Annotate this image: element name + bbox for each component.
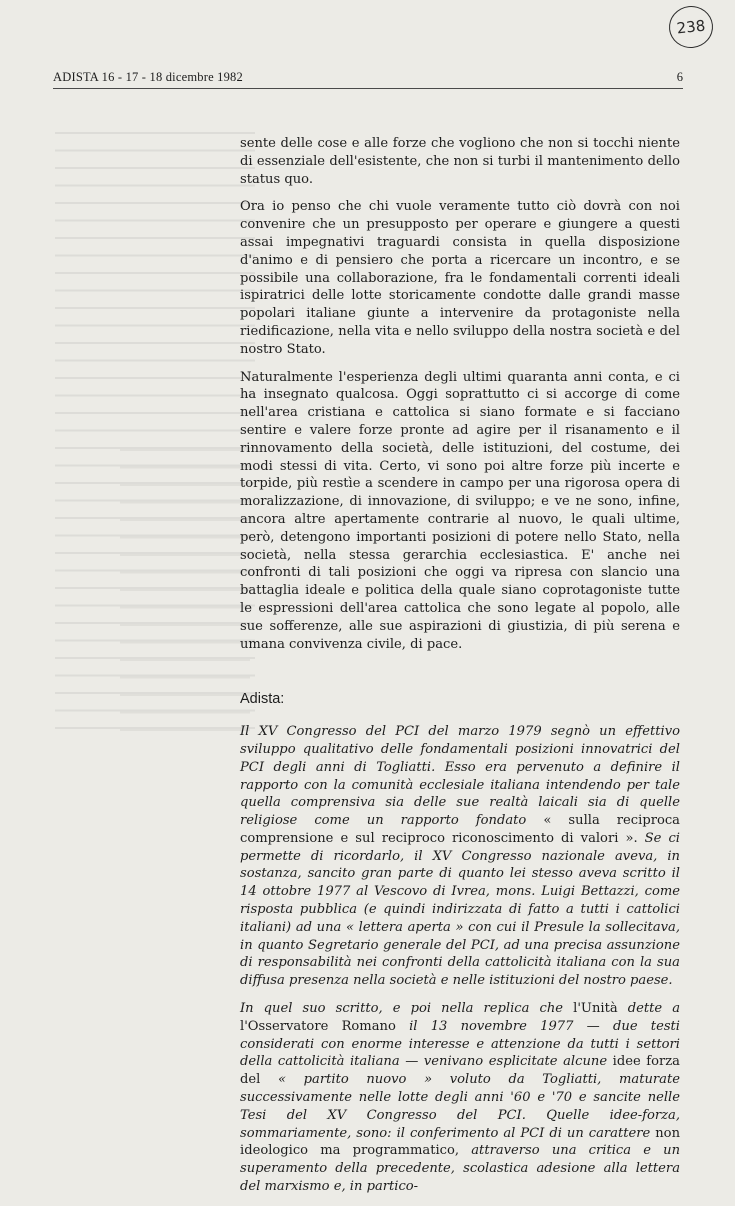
question-2-part-a: In quel suo scritto, e poi nella replica che — [240, 1001, 574, 1017]
question-2-part-i: attraverso una critica e un superamento della precedente, scolastica adesione alla lettera del marxismo e, in partico- — [240, 1143, 681, 1195]
paragraph-3: Naturalmente l'esperienza degli ultimi quaranta anni conta, e ci ha insegnato qualcosa. Oggi soprattutto ci si accorge di come nell'area cristiana e cattolica si siano formate e si facciano sentire e valere forze pronte ad agire per il risanamento e il rinnovamento della società, delle istituzioni, del costume, dei modi stessi di vita. Certo, vi sono poi altre forze più incerte e torpide, più restìe a scendere in campo per una rigorosa opera di moralizzazione, di innovazione, di sviluppo; e ve ne sono, infine, ancora altre apertamente contrarie al nuovo, le quali ultime, però, detengono importanti posizioni di potere nello Stato, nella società, nella stessa gerarchia ecclesiastica. E' anche nei confronti di tali posizioni che oggi va ripresa con slancio una battaglia ideale e politica della quale siano coprotagoniste tutte le espressioni dell'area cattolica che sono legate al popolo, alle sue sofferenze, alle sue aspirazioni di giustizia, di più serena e umana convivenza civile, di pace. — [240, 369, 680, 652]
header-page-number: 6 — [676, 70, 683, 84]
question-1 — [240, 723, 680, 990]
header-title: ADISTA 16 - 17 - 18 dicembre 1982 — [53, 70, 243, 84]
paragraph-2: Ora io penso che chi vuole veramente tutto ciò dovrà con noi convenire che un presupposto per operare e giungere a questi assai impegnativi traguardi consista in quella disposizione d'animo e di pensiero che porta a ricercare un incontro, e se possibile una collaborazione, fra le fondamentali correnti ideali ispiratrici delle lotte storicamente condotte dalle grandi masse popolari italiane giunte a intervenire da protagoniste nella riedificazione, nella vita e nello sviluppo della nostra società e del nostro Stato. — [240, 199, 680, 357]
question-2-unita: l'Unità — [573, 1001, 618, 1017]
question-1-part-a: Il XV Congresso del PCI del marzo 1979 segnò un effettivo sviluppo qualitativo delle fondamentali posizioni innovatrici del PCI degli anni di Togliatti. Esso era pervenuto a definire il rapporto con la comunità ecclesiale italiana intendendo per tale quella comprensiva sia delle sue realtà laicali sia di quelle religiose come un rapporto fondato — [240, 724, 680, 829]
question-2-part-g: « partito nuovo » voluto da Togliatti, maturate successivamente nelle lotte degli anni '60 e '70 e sancite nelle Tesi del XV Congresso del PCI. Quelle idee-forza, sommariamente, sono: il conferimento al PCI di un carattere — [240, 1072, 680, 1141]
question-2-idee-forza: idee forza del — [240, 1054, 680, 1088]
page-number-stamp — [667, 4, 715, 50]
bleed-through-text-lower — [120, 440, 250, 740]
bleed-through-text — [55, 122, 255, 742]
question-2-part-c: dette a — [617, 1001, 680, 1017]
question-2 — [240, 1000, 680, 1196]
stamp-text: 238 — [675, 16, 707, 38]
question-2-part-e: il 13 novembre 1977 — due testi considerati con enorme interesse e attenzione da tutti i settori della cattolicità italiana — venivano esplicitate alcune — [240, 1018, 680, 1070]
running-header — [53, 70, 683, 89]
body-text — [240, 135, 680, 1206]
question-2-osservatore: l'Osservatore Romano — [240, 1018, 396, 1034]
interviewer-label: Adista: — [240, 691, 285, 708]
question-1-quote: « sulla reciproca comprensione e sul reciproco riconoscimento di valori ». — [240, 813, 680, 846]
question-1-part-c: Se ci permette di ricordarlo, il XV Congresso nazionale aveva, in sostanza, sancito gran parte di quanto lei stesso aveva scritto il 14 ottobre 1977 al Vescovo di Ivrea, mons. Luigi Bettazzi, come risposta pubblica (e quindi indirizzata di fatto a tutti i cattolici italiani) ad una « lettera aperta » con cui il Presule la sollecitava, in quanto Segretario generale del PCI, ad una precisa assunzione di responsabilità nei confronti della cattolicità italiana con la sua diffusa presenza nella società e nelle istituzioni del nostro paese. — [240, 830, 680, 989]
question-2-non-ideologico: non ideologico ma programmatico, — [240, 1125, 680, 1159]
paragraph-1: sente delle cose e alle forze che vogliono che non si tocchi niente di essenziale dell'esistente, che non si turbi il mantenimento dello status quo. — [240, 136, 680, 187]
